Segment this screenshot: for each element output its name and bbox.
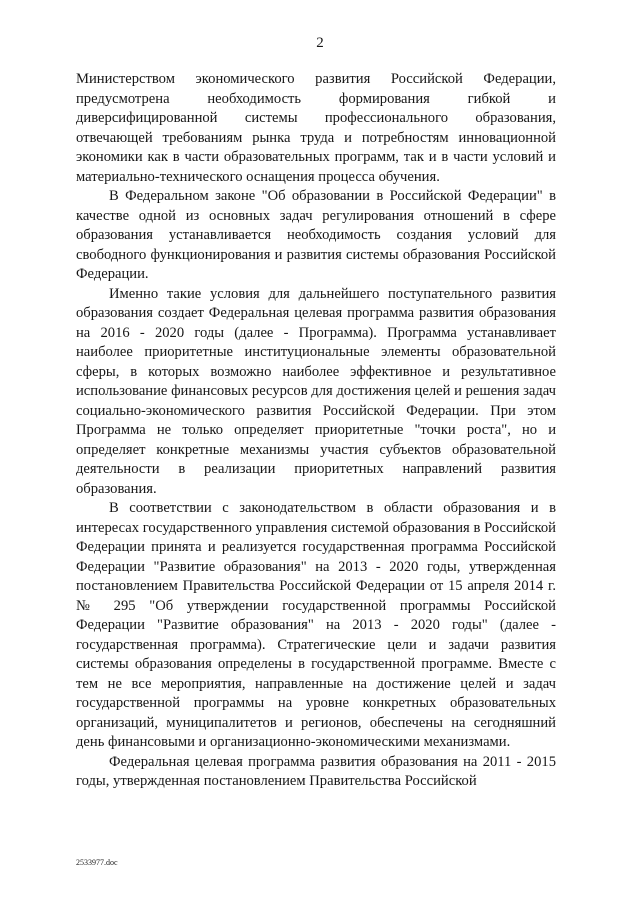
paragraph: Именно такие условия для дальнейшего поступательного развития образования создает Федеральная целевая программа развития образования на 2016 - 2020 годы (далее - Программа). Программа устанавливает наиболее приоритетные институциональные элементы образовательной сферы, в которых возможно наиболее эффективное и результативное использование финансовых ресурсов для достижения целей и решения задач социально-экономического развития Российской Федерации. При этом Программа не только определяет приоритетные "точки роста", но и определяет конкретные механизмы участия субъектов образовательной деятельности в реализации приоритетных направлений развития образования. bbox=[76, 285, 556, 497]
paragraph-continuation: Министерством экономического развития Российской Федерации, предусмотрена необходимость формирования гибкой и диверсифицированной системы профессионального образования, отвечающей требованиям рынка труда и потребностям инновационной экономики как в части образовательных программ, так и в части условий и материально-технического оснащения процесса обучения. bbox=[76, 71, 556, 185]
paragraph: В Федеральном законе "Об образовании в Российской Федерации" в качестве одной из основных задач регулирования отношений в сфере образования устанавливается необходимость создания условий для свободного функционирования и развития системы образования Российской Федерации. bbox=[76, 188, 556, 282]
document-body bbox=[76, 70, 556, 792]
paragraph: Федеральная целевая программа развития образования на 2011 - 2015 годы, утвержденная постановлением Правительства Российской bbox=[76, 753, 556, 789]
page-number: 2 bbox=[316, 35, 324, 51]
document-file-code: 2533977.doc bbox=[76, 858, 118, 867]
paragraph: В соответствии с законодательством в области образования и в интересах государственного управления системой образования в Российской Федерации принята и реализуется государственная программа Российской Федерации "Развитие образования" на 2013 - 2020 годы, утвержденная постановлением Правительства Российской Федерации от 15 апреля 2014 г. № 295 "Об утверждении государственной программы Российской Федерации "Развитие образования" на 2013 - 2020 годы" (далее - государственная программа). Стратегические цели и задачи развития системы образования определены в государственной программе. Вместе с тем не все мероприятия, направленные на достижение целей и задач государственной программы на уровне конкретных образовательных организаций, муниципалитетов и регионов, обеспечены на сегодняшний день финансовыми и организационно-экономическими механизмами. bbox=[76, 500, 556, 750]
